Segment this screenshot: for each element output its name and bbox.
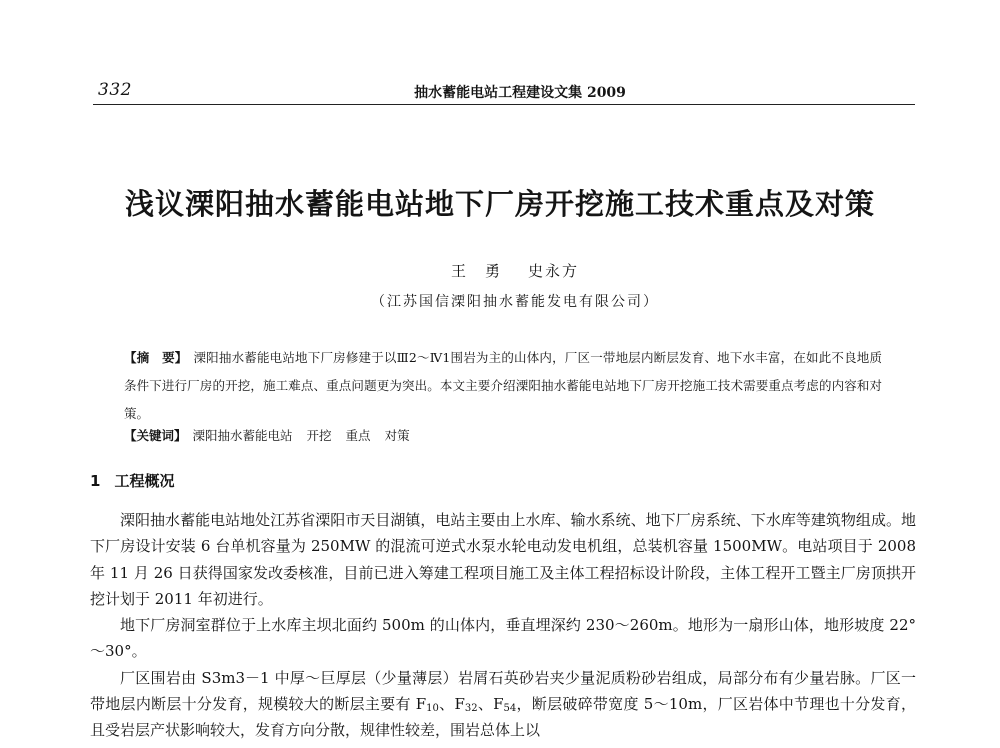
keywords <box>124 426 424 446</box>
paragraph: 溧阳抽水蓄能电站地处江苏省溧阳市天目湖镇，电站主要由上水库、输水系统、地下厂房系统、下水库等建筑物组成。地下厂房设计安装 6 台单机容量为 250MW 的混流可逆式水泵水轮电动发电机组，总装机容量 1500MW。电站项目于 2008 年 11 月 26 日获得国家发改委核准，目前已进入筹建工程项目施工及主体工程招标设计阶段，主体工程开工暨主厂房顶拱开挖计划于 2011 年初进行。 <box>90 511 916 608</box>
keyword: 溧阳抽水蓄能电站 <box>192 428 293 443</box>
abstract <box>124 344 882 428</box>
abstract-label: 【摘 要】 <box>124 350 188 365</box>
header-divider <box>93 104 915 105</box>
keyword: 重点 <box>345 428 371 443</box>
author-list <box>0 260 1000 281</box>
abstract-text: 溧阳抽水蓄能电站地下厂房修建于以Ⅲ2～Ⅳ1围岩为主的山体内，厂区一带地层内断层发育、地下水丰富，在如此不良地质条件下进行厂房的开挖，施工难点、重点问题更为突出。本文主要介绍溧阳抽水蓄能电站地下厂房开挖施工技术需要重点考虑的内容和对策。 <box>124 350 882 421</box>
fault-subscript: 54 <box>503 703 517 715</box>
fault-subscript: 32 <box>464 703 478 715</box>
author-name: 史永方 <box>528 262 580 280</box>
page-number: 332 <box>98 80 132 100</box>
section-heading <box>90 470 174 491</box>
section-number: 1 <box>90 472 101 490</box>
paper-title: 浅议溧阳抽水蓄能电站地下厂房开挖施工技术重点及对策 <box>124 187 875 221</box>
keywords-label: 【关键词】 <box>124 428 187 443</box>
fault-subscript: 10 <box>426 703 439 715</box>
author-name: 王 勇 <box>450 262 502 280</box>
author-affiliation: （江苏国信溧阳抽水蓄能发电有限公司） <box>371 294 659 310</box>
keyword: 对策 <box>384 428 410 443</box>
paragraph: 厂区围岩由 S3m3－1 中厚～巨厚层（少量薄层）岩屑石英砂岩夹少量泥质粉砂岩组成，局部分布有少量岩脉。厂区一带地层内断层十分发育，规模较大的断层主要有 $F_{10}$、$F_{32}$、$F_{54}$，断层破碎带宽度 5～10m，厂区岩体中节理也十分发育，且受岩层产状影响较大，发育方向分散，规律性较差，围岩总体上以 <box>90 668 916 740</box>
section-title: 工程概况 <box>114 472 175 490</box>
body-text <box>90 507 916 744</box>
running-title: 抽水蓄能电站工程建设文集 2009 <box>414 85 626 101</box>
paragraph: 地下厂房洞室群位于上水库主坝北面约 500m 的山体内，垂直埋深约 230～260m。地形为一扇形山体，地形坡度 22°～30°。 <box>90 616 916 661</box>
keyword: 开挖 <box>306 428 332 443</box>
